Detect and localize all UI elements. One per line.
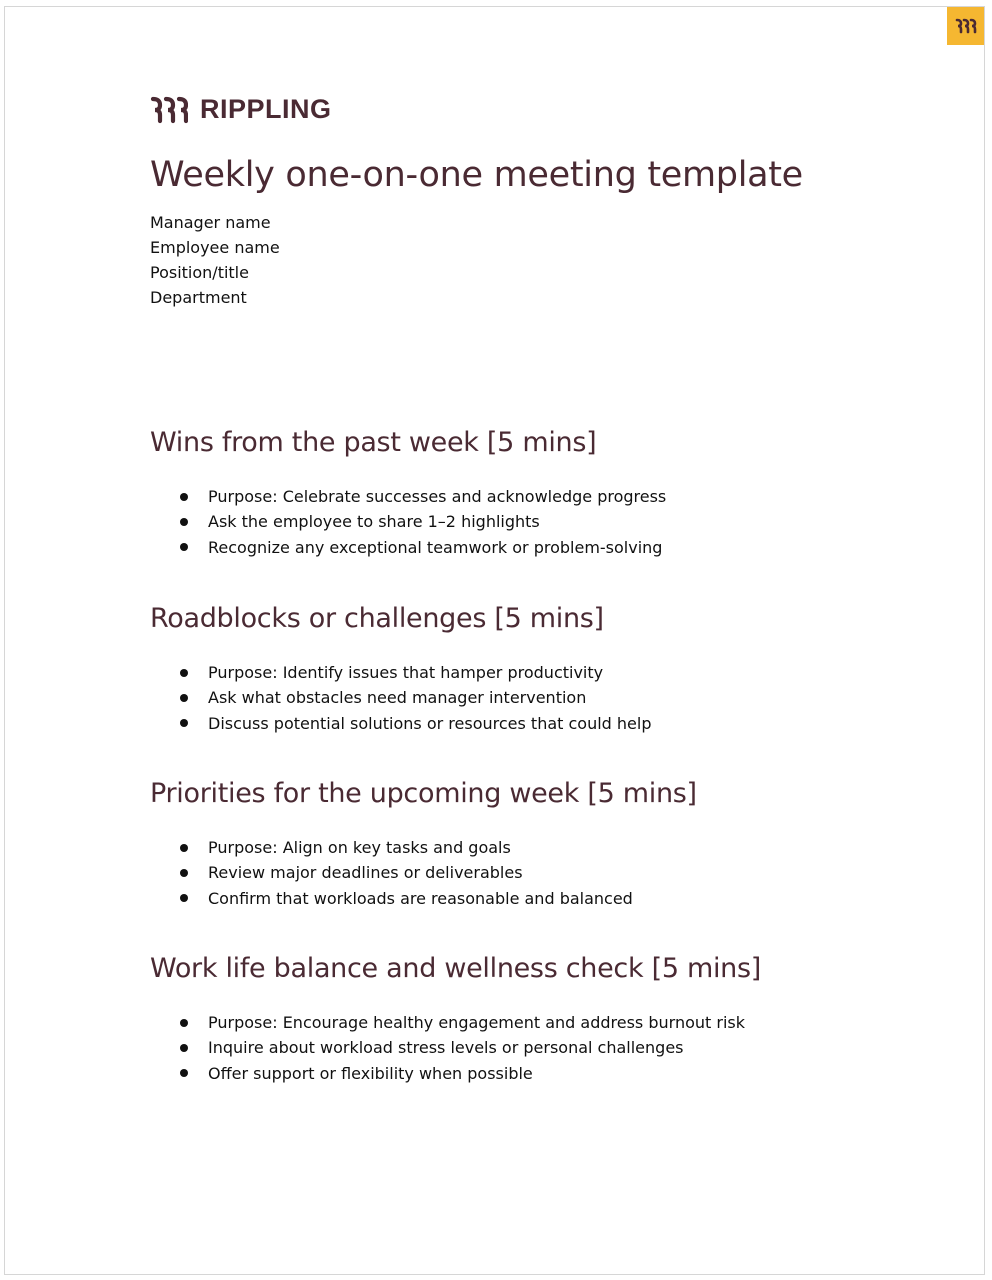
position-title-label: Position/title — [150, 263, 249, 282]
list-item — [150, 1035, 761, 1060]
list-item-text: Discuss potential solutions or resources that could help — [208, 713, 652, 733]
department-label: Department — [150, 288, 247, 307]
bullet-icon — [180, 518, 188, 526]
employee-info-fields — [150, 210, 280, 310]
list-item — [150, 509, 666, 534]
list-item — [150, 1061, 761, 1086]
list-item-text: Ask the employee to share 1–2 highlights — [208, 512, 540, 532]
list-item — [150, 711, 652, 736]
section-heading: Priorities for the upcoming week [5 mins] — [150, 778, 697, 809]
section-wins — [150, 425, 666, 560]
list-item — [150, 660, 652, 685]
section-roadblocks — [150, 601, 652, 736]
list-item-text: Ask what obstacles need manager intervention — [208, 688, 587, 708]
employee-name-label: Employee name — [150, 238, 280, 257]
rippling-mark-icon — [150, 96, 188, 124]
list-item — [150, 886, 697, 911]
list-item-text: Purpose: Encourage healthy engagement and address burnout risk — [208, 1013, 745, 1033]
list-item-text: Review major deadlines or deliverables — [208, 863, 523, 883]
section-heading: Wins from the past week [5 mins] — [150, 427, 597, 458]
bullet-list — [150, 1010, 761, 1086]
bullet-list — [150, 835, 697, 911]
bullet-icon — [180, 543, 188, 551]
bullet-icon — [180, 1069, 188, 1077]
list-item-text: Confirm that workloads are reasonable and balanced — [208, 888, 633, 908]
list-item — [150, 860, 697, 885]
section-heading: Work life balance and wellness check [5 mins] — [150, 953, 761, 984]
bullet-list — [150, 484, 666, 560]
list-item — [150, 1010, 761, 1035]
bullet-icon — [180, 719, 188, 727]
brand-name: RIPPLING — [200, 94, 332, 124]
bullet-icon — [180, 1044, 188, 1052]
bullet-icon — [180, 669, 188, 677]
bullet-icon — [180, 694, 188, 702]
list-item-text: Recognize any exceptional teamwork or problem-solving — [208, 537, 663, 557]
list-item-text: Purpose: Align on key tasks and goals — [208, 838, 511, 858]
bullet-icon — [180, 844, 188, 852]
rippling-corner-logo-icon — [947, 7, 984, 45]
rippling-logo — [150, 94, 332, 125]
bullet-icon — [180, 869, 188, 877]
list-item — [150, 835, 697, 860]
section-heading: Roadblocks or challenges [5 mins] — [150, 603, 604, 634]
page-title: Weekly one-on-one meeting template — [150, 155, 803, 195]
bullet-icon — [180, 493, 188, 501]
manager-name-label: Manager name — [150, 213, 271, 232]
bullet-icon — [180, 894, 188, 902]
list-item-text: Offer support or flexibility when possible — [208, 1063, 533, 1083]
list-item — [150, 484, 666, 509]
list-item-text: Purpose: Celebrate successes and acknowledge progress — [208, 487, 667, 507]
bullet-list — [150, 660, 652, 736]
list-item — [150, 685, 652, 710]
list-item-text: Inquire about workload stress levels or personal challenges — [208, 1038, 684, 1058]
list-item-text: Purpose: Identify issues that hamper productivity — [208, 663, 604, 683]
section-wellness — [150, 951, 761, 1086]
bullet-icon — [180, 1019, 188, 1027]
section-priorities — [150, 776, 697, 911]
list-item — [150, 535, 666, 560]
document-page — [4, 6, 985, 1275]
